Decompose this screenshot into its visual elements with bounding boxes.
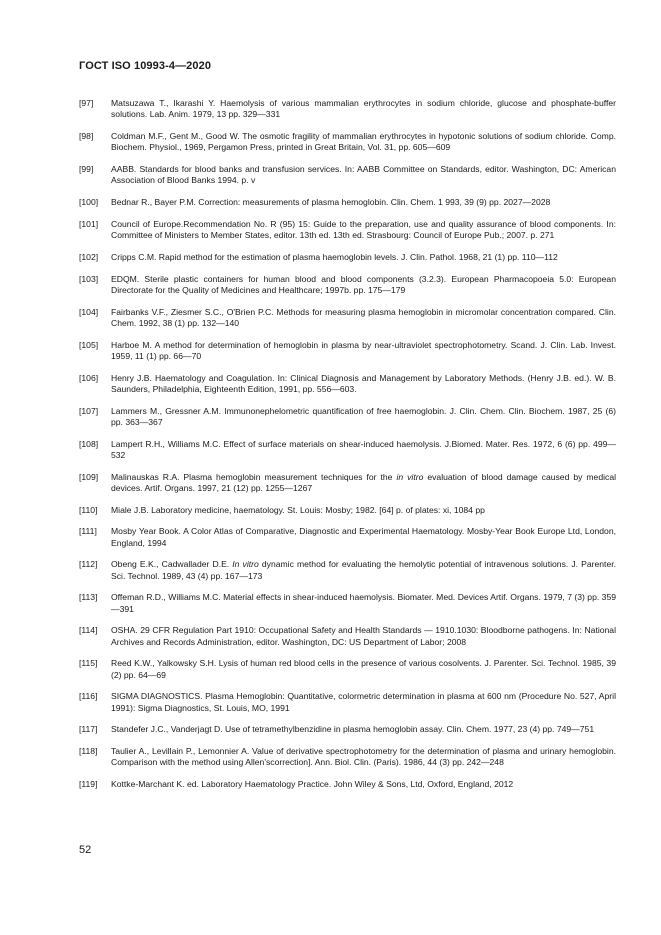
reference-number: [105] [79, 339, 99, 350]
reference-number: [97] [79, 98, 94, 108]
reference-number: [102] [79, 251, 99, 262]
reference-text: Obeng E.K., Cadwallader D.E. In vitro dynamic method for evaluating the hemolytic potential of intravenous solutions. J. Parenter. Sci. Technol. 1989, 43 (4) pp. 167—173 [111, 559, 616, 581]
reference-number: [110] [79, 504, 98, 515]
reference-text: Bednar R., Bayer P.M. Correction: measurements of plasma hemoglobin. Clin. Chem. 1 993, 39 (9) pp. 2027—2028 [111, 197, 551, 207]
reference-number: [100] [79, 197, 99, 207]
page-header-title: ГОСТ ISO 10993-4—2020 [79, 60, 212, 72]
reference-number: [112] [79, 559, 98, 570]
reference-item [79, 252, 616, 263]
page-number: 52 [79, 844, 92, 856]
reference-item [79, 439, 616, 461]
bibliography-list [79, 98, 616, 801]
reference-text: Cripps C.M. Rapid method for the estimation of plasma haemoglobin levels. J. Clin. Pathol. 1968, 21 (1) pp. 110—112 [111, 251, 558, 262]
reference-item [79, 406, 616, 428]
reference-number: [99] [79, 164, 94, 174]
reference-text: Lampert R.H., Williams M.C. Effect of surface materials on shear-induced haemolysis. J.Biomed. Mater. Res. 1972, 6 (6) pp. 499—532 [111, 438, 616, 460]
reference-text: Offeman R.D., Williams M.C. Material effects in shear-induced haemolysis. Biomater. Med. Devices Artif. Organs. 1979, 7 (3) pp. 359—391 [111, 592, 616, 614]
reference-number: [111] [79, 526, 97, 537]
reference-text: OSHA. 29 CFR Regulation Part 1910: Occupational Safety and Health Standards — 1910.1030: Bloodborne pathogens. In: National Archives and Records Administration, editor. Washington, DC: US Department of Labor; 2008 [111, 625, 616, 647]
reference-item [79, 307, 616, 329]
reference-text: Harboe M. A method for determination of hemoglobin in plasma by near-ultraviolet spectrophotometry. Scand. J. Clin. Lab. Invest. 1959, 11 (1) pp. 66—70 [111, 339, 616, 361]
reference-text: Coldman M.F., Gent M., Good W. The osmotic fragility of mammalian erythrocytes in hypotonic solutions of sodium chloride. Comp. Biochem. Physiol., 1969, Pergamon Press, printed in Great Britain, Vol. 31, pp. 605—609 [111, 131, 616, 153]
reference-number: [101] [79, 218, 99, 229]
reference-item [79, 340, 616, 362]
reference-number: [98] [79, 131, 94, 141]
reference-item [79, 559, 616, 581]
reference-text: Malinauskas R.A. Plasma hemoglobin measurement techniques for the in vitro evaluation of blood damage caused by medical devices. Artif. Organs. 1997, 21 (12) pp. 1255—1267 [111, 471, 617, 493]
reference-item [79, 219, 616, 241]
reference-number: [103] [79, 273, 99, 284]
reference-item [79, 98, 616, 120]
reference-number: [116] [79, 691, 98, 702]
reference-number: [117] [79, 724, 98, 735]
reference-number: [107] [79, 405, 99, 416]
reference-number: [114] [79, 625, 98, 636]
reference-text: EDQM. Sterile plastic containers for human blood and blood components (3.2.3). European Pharmacopoeia 5.0: European Directorate for the Quality of Medicines and Healthcare; 1997b. pp. 175—179 [111, 273, 616, 295]
reference-number: [109] [79, 471, 99, 482]
reference-item [79, 691, 616, 713]
reference-number: [113] [79, 592, 98, 603]
reference-number: [106] [79, 372, 99, 383]
reference-text: Kottke-Marchant K. ed. Laboratory Haematology Practice. John Wiley & Sons, Ltd, Oxford, England, 2012 [111, 779, 514, 790]
reference-number: [119] [79, 779, 98, 790]
reference-item [79, 526, 616, 548]
reference-item [79, 592, 616, 614]
reference-item [79, 625, 616, 647]
reference-item [79, 472, 616, 494]
reference-text: Taulier A., Levillain P., Lemonnier A. Value of derivative spectrophotometry for the determination of plasma and urinary hemoglobin. Comparison with the method using Allen'scorrection]. Ann. Biol. Clin. (Paris). 1986, 44 (3) pp. 242—248 [111, 746, 616, 768]
reference-item [79, 131, 616, 153]
reference-item [79, 373, 616, 395]
reference-number: [108] [79, 438, 99, 449]
reference-item [79, 779, 616, 790]
reference-text: Standefer J.C., Vanderjagt D. Use of tetramethylbenzidine in plasma hemoglobin assay. Clin. Chem. 1977, 23 (4) pp. 749—751 [111, 724, 595, 735]
reference-text: Council of Europe.Recommendation No. R (95) 15: Guide to the preparation, use and quality assurance of blood components. In: Committee of Ministers to Member States, editor. 13th ed. 13th ed. Strasbourg: Council of Europe Pub.; 2007. p. 271 [111, 218, 616, 240]
reference-item [79, 658, 616, 680]
reference-item [79, 746, 616, 768]
reference-item [79, 164, 616, 186]
reference-text: Miale J.B. Laboratory medicine, haematology. St. Louis: Mosby; 1982. [64] p. of plates: xi, 1084 pp [111, 504, 485, 515]
reference-item [79, 505, 616, 516]
reference-text: Fairbanks V.F., Ziesmer S.C., O'Brien P.C. Methods for measuring plasma hemoglobin in micromolar concentration compared. Clin. Chem. 1992, 38 (1) pp. 132—140 [111, 306, 616, 328]
reference-text: Matsuzawa T., Ikarashi Y. Haemolysis of various mammalian erythrocytes in sodium chloride, glucose and phosphate-buffer solutions. Lab. Anim. 1979, 13 pp. 329—331 [111, 98, 616, 120]
reference-text: Mosby Year Book. A Color Atlas of Comparative, Diagnostic and Experimental Haematology. Mosby-Year Book Europe Ltd, London, England, 1994 [111, 526, 616, 548]
reference-text: SIGMA DIAGNOSTICS. Plasma Hemoglobin: Quantitative, colormetric determination in plasma at 600 nm (Procedure No. 527, April 1991): Sigma Diagnostics, St. Louis, MO, 1991 [111, 691, 616, 713]
reference-number: [104] [79, 306, 99, 317]
reference-item [79, 274, 616, 296]
reference-text: Henry J.B. Haematology and Coagulation. In: Clinical Diagnosis and Management by Laboratory Methods. (Henry J.B. ed.). W. B. Saunders, Philadelphia, Eighteenth Edition, 1991, pp. 556—603. [111, 372, 616, 394]
reference-item [79, 724, 616, 735]
reference-number: [115] [79, 658, 98, 669]
reference-text: AABB. Standards for blood banks and transfusion services. In: AABB Committee on Standards, editor. Washington, DC: American Association of Blood Banks 1994. p. v [111, 164, 616, 186]
reference-number: [118] [79, 746, 98, 757]
reference-item [79, 197, 616, 208]
reference-text: Reed K.W., Yalkowsky S.H. Lysis of human red blood cells in the presence of various cosolvents. J. Parenter. Sci. Technol. 1985, 39 (2) pp. 64—69 [111, 658, 616, 680]
reference-text: Lammers M., Gressner A.M. Immunonephelometric quantification of free haemoglobin. J. Clin. Chem. Clin. Biochem. 1987, 25 (6) pp. 363—367 [111, 405, 616, 427]
